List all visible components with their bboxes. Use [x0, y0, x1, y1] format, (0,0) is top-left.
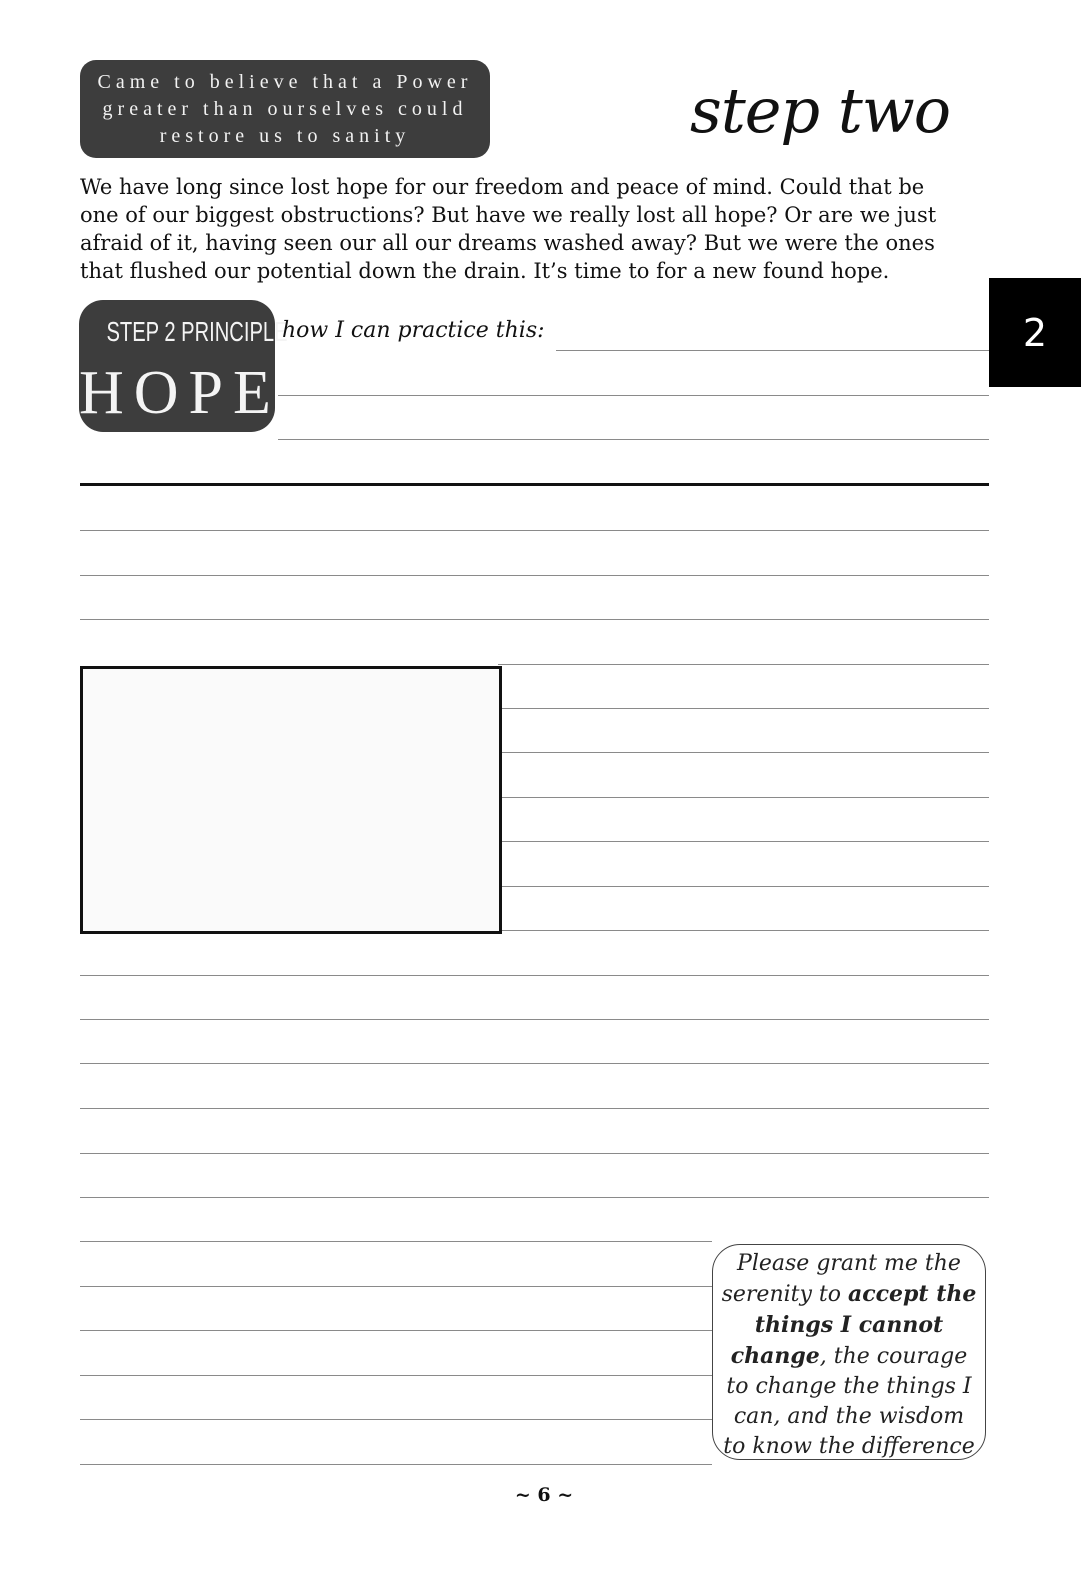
- prayer-line-2: [713, 1279, 985, 1310]
- intro-line-3: afraid of it, having seen our all our dreams washed away? But we were the ones: [80, 231, 935, 255]
- prayer-emphasis: things I cannot: [754, 1312, 944, 1338]
- intro-paragraph: [80, 173, 992, 285]
- writing-line[interactable]: [80, 975, 989, 976]
- writing-line[interactable]: [80, 619, 989, 620]
- serenity-prayer-box: [712, 1244, 986, 1460]
- section-divider: [80, 483, 989, 486]
- writing-line[interactable]: [80, 1063, 989, 1064]
- writing-line[interactable]: [278, 395, 989, 396]
- writing-line[interactable]: [278, 439, 989, 440]
- prayer-line-7: to know the difference: [723, 1434, 975, 1459]
- intro-line-1: We have long since lost hope for our freedom and peace of mind. Could that be: [80, 175, 925, 199]
- prayer-text: , the courage: [819, 1344, 968, 1369]
- writing-line[interactable]: [80, 1419, 712, 1420]
- writing-line[interactable]: [80, 1464, 712, 1465]
- principle-word: HOPE: [79, 359, 281, 427]
- writing-line[interactable]: [498, 886, 989, 887]
- writing-line[interactable]: [556, 350, 989, 351]
- writing-line[interactable]: [80, 1108, 989, 1109]
- prayer-line-3: [713, 1310, 985, 1341]
- intro-line-2: one of our biggest obstructions? But have we really lost all hope? Or are we just: [80, 203, 937, 227]
- step-quote-line-1: Came to believe that a Power: [97, 70, 473, 93]
- writing-line[interactable]: [498, 708, 989, 709]
- writing-line[interactable]: [80, 530, 989, 531]
- step-quote-box: [80, 60, 490, 158]
- step-quote-line-3: restore us to sanity: [159, 124, 411, 147]
- writing-line[interactable]: [80, 1153, 989, 1154]
- intro-line-4: that flushed our potential down the drain. It’s time to for a new found hope.: [80, 259, 890, 283]
- writing-line[interactable]: [80, 1375, 712, 1376]
- prayer-emphasis: change: [730, 1343, 820, 1369]
- writing-line[interactable]: [80, 1330, 712, 1331]
- step-quote-line-2: greater than ourselves could: [102, 97, 468, 120]
- prayer-line-5: to change the things I: [726, 1374, 972, 1399]
- chapter-tab-number: 2: [1022, 310, 1048, 355]
- prayer-line-6: can, and the wisdom: [733, 1404, 965, 1429]
- page-number: ~ 6 ~: [514, 1484, 574, 1506]
- drawing-box[interactable]: [80, 666, 502, 934]
- principle-label: STEP 2 PRINCIPLE: [106, 316, 288, 347]
- writing-line[interactable]: [80, 1286, 712, 1287]
- chapter-tab: [989, 278, 1081, 387]
- writing-line[interactable]: [80, 575, 989, 576]
- prayer-emphasis: accept the: [848, 1281, 977, 1307]
- writing-line[interactable]: [498, 797, 989, 798]
- practice-prompt: how I can practice this:: [282, 318, 545, 343]
- step-title: step two: [690, 74, 951, 147]
- prayer-line-1: Please grant me the: [737, 1251, 961, 1276]
- writing-line[interactable]: [80, 1019, 989, 1020]
- writing-line[interactable]: [498, 752, 989, 753]
- writing-line[interactable]: [80, 1241, 712, 1242]
- principle-badge: [79, 300, 288, 432]
- prayer-text: serenity to: [721, 1282, 848, 1307]
- writing-line[interactable]: [80, 1197, 989, 1198]
- prayer-line-4: [713, 1341, 985, 1372]
- writing-line[interactable]: [498, 841, 989, 842]
- writing-line[interactable]: [498, 664, 989, 665]
